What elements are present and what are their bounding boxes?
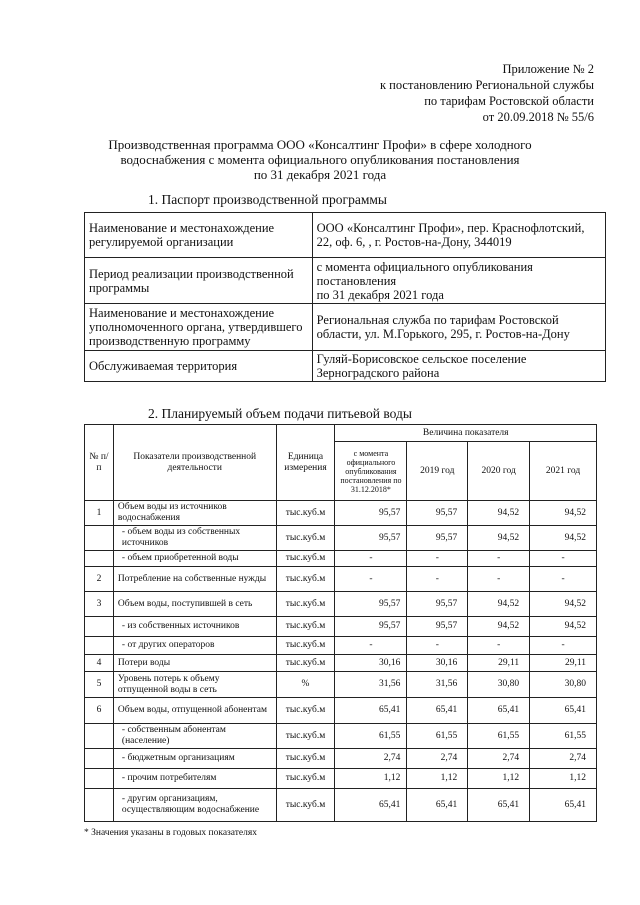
row-value-2020: 65,41 [468, 698, 530, 724]
row-value-2020: 29,11 [468, 655, 530, 672]
table-row [85, 698, 597, 724]
header-indicator: Показатели производственной деятельности [113, 425, 276, 501]
row-value-2021: 2,74 [530, 749, 597, 769]
appendix-authority: по тарифам Ростовской области [424, 94, 594, 108]
row-unit: тыс.куб.м [276, 501, 335, 526]
row-value-2020: - [468, 637, 530, 655]
row-indicator: - бюджетным организациям [113, 749, 276, 769]
row-indicator: - от других операторов [113, 637, 276, 655]
passport-label: Наименование и местонахождение регулируемой организации [85, 213, 313, 258]
row-value-period0: 95,57 [335, 526, 407, 551]
row-value-period0: 30,16 [335, 655, 407, 672]
row-number [85, 749, 114, 769]
row-indicator: - из собственных источников [113, 617, 276, 637]
passport-row [85, 213, 606, 258]
row-number: 6 [85, 698, 114, 724]
row-value-2020: 30,80 [468, 672, 530, 698]
header-value: Величина показателя [335, 425, 597, 442]
row-number: 3 [85, 592, 114, 617]
row-value-period0: 65,41 [335, 789, 407, 822]
row-value-period0: - [335, 551, 407, 567]
header-unit: Единица измерения [276, 425, 335, 501]
passport-value: Региональная служба по тарифам Ростовской области, ул. М.Горького, 295, г. Ростов-на-Дону [312, 304, 605, 351]
row-value-2020: 65,41 [468, 789, 530, 822]
appendix-number: Приложение № 2 [502, 62, 594, 76]
table-row [85, 637, 597, 655]
row-value-2020: - [468, 567, 530, 592]
row-value-2020: 2,74 [468, 749, 530, 769]
header-period-0: с момента официального опубликования постановления по 31.12.2018* [335, 442, 407, 501]
row-unit: тыс.куб.м [276, 789, 335, 822]
row-value-2019: 95,57 [407, 592, 468, 617]
passport-value: Гуляй-Борисовское сельское поселение Зерноградского района [312, 351, 605, 382]
row-indicator: Объем воды, поступившей в сеть [113, 592, 276, 617]
row-number [85, 789, 114, 822]
row-value-2020: 1,12 [468, 769, 530, 789]
row-number [85, 617, 114, 637]
row-value-2020: 94,52 [468, 592, 530, 617]
row-value-2021: 94,52 [530, 617, 597, 637]
row-value-2019: - [407, 637, 468, 655]
row-indicator: Потребление на собственные нужды [113, 567, 276, 592]
passport-value: ООО «Консалтинг Профи», пер. Краснофлотский, 22, оф. 6, , г. Ростов-на-Дону, 344019 [312, 213, 605, 258]
row-number [85, 551, 114, 567]
passport-row [85, 304, 606, 351]
table-row [85, 724, 597, 749]
passport-row [85, 258, 606, 304]
row-value-2019: 31,56 [407, 672, 468, 698]
table-row [85, 617, 597, 637]
row-number: 5 [85, 672, 114, 698]
appendix-ref: к постановлению Региональной службы [379, 78, 594, 92]
row-unit: тыс.куб.м [276, 592, 335, 617]
row-value-2019: 95,57 [407, 526, 468, 551]
row-value-2021: 29,11 [530, 655, 597, 672]
row-value-2021: - [530, 567, 597, 592]
row-unit: тыс.куб.м [276, 567, 335, 592]
header-num: № п/п [85, 425, 114, 501]
passport-label: Обслуживаемая территория [85, 351, 313, 382]
table-row [85, 769, 597, 789]
row-value-2019: - [407, 551, 468, 567]
row-unit: тыс.куб.м [276, 637, 335, 655]
row-value-2019: - [407, 567, 468, 592]
row-value-2019: 2,74 [407, 749, 468, 769]
row-indicator: - объем воды из собственных источников [113, 526, 276, 551]
row-value-2019: 30,16 [407, 655, 468, 672]
row-value-period0: 95,57 [335, 592, 407, 617]
row-unit: тыс.куб.м [276, 551, 335, 567]
row-value-period0: 95,57 [335, 617, 407, 637]
row-number [85, 637, 114, 655]
row-value-2021: 1,12 [530, 769, 597, 789]
row-value-2019: 65,41 [407, 698, 468, 724]
row-unit: тыс.куб.м [276, 749, 335, 769]
row-indicator: - объем приобретенной воды [113, 551, 276, 567]
header-2019: 2019 год [407, 442, 468, 501]
row-value-2021: - [530, 551, 597, 567]
row-unit: % [276, 672, 335, 698]
row-unit: тыс.куб.м [276, 526, 335, 551]
row-indicator: - другим организациям, осуществляющим водоснабжение [113, 789, 276, 822]
row-value-2021: 61,55 [530, 724, 597, 749]
table-row [85, 551, 597, 567]
row-value-2020: 94,52 [468, 526, 530, 551]
section-1-heading: 1. Паспорт производственной программы [148, 192, 387, 207]
row-value-period0: 1,12 [335, 769, 407, 789]
row-value-2021: 94,52 [530, 592, 597, 617]
row-number [85, 724, 114, 749]
row-value-period0: 31,56 [335, 672, 407, 698]
table-row [85, 526, 597, 551]
passport-table [84, 212, 606, 382]
row-number: 4 [85, 655, 114, 672]
header-2020: 2020 год [468, 442, 530, 501]
row-value-2020: 94,52 [468, 617, 530, 637]
table-row [85, 655, 597, 672]
row-value-2019: 95,57 [407, 617, 468, 637]
row-value-period0: - [335, 637, 407, 655]
table-row [85, 592, 597, 617]
passport-value: с момента официального опубликования постановления по 31 декабря 2021 года [312, 258, 605, 304]
row-value-2021: 94,52 [530, 526, 597, 551]
table-row [85, 672, 597, 698]
appendix-date: от 20.09.2018 № 55/6 [482, 110, 594, 124]
row-unit: тыс.куб.м [276, 724, 335, 749]
footnote: * Значения указаны в годовых показателях [84, 828, 258, 838]
row-value-2021: 65,41 [530, 698, 597, 724]
document-title [0, 137, 640, 182]
table-row [85, 501, 597, 526]
row-value-2019: 95,57 [407, 501, 468, 526]
row-indicator: - прочим потребителям [113, 769, 276, 789]
row-value-2021: - [530, 637, 597, 655]
row-indicator: Объем воды из источников водоснабжения [113, 501, 276, 526]
supply-table [84, 424, 597, 822]
row-value-2021: 94,52 [530, 501, 597, 526]
table-row [85, 789, 597, 822]
row-value-2021: 65,41 [530, 789, 597, 822]
row-value-2020: 94,52 [468, 501, 530, 526]
row-value-period0: 2,74 [335, 749, 407, 769]
title-line-1: Производственная программа ООО «Консалтинг Профи» в сфере холодного [108, 137, 532, 152]
row-value-2019: 65,41 [407, 789, 468, 822]
row-value-period0: 61,55 [335, 724, 407, 749]
row-value-2019: 1,12 [407, 769, 468, 789]
row-number [85, 526, 114, 551]
row-indicator: Потери воды [113, 655, 276, 672]
row-number: 1 [85, 501, 114, 526]
row-indicator: Уровень потерь к объему отпущенной воды в сеть [113, 672, 276, 698]
row-value-period0: - [335, 567, 407, 592]
header-2021: 2021 год [530, 442, 597, 501]
row-indicator: Объем воды, отпущенной абонентам [113, 698, 276, 724]
table-row [85, 749, 597, 769]
passport-row [85, 351, 606, 382]
row-unit: тыс.куб.м [276, 617, 335, 637]
row-unit: тыс.куб.м [276, 655, 335, 672]
row-value-2021: 30,80 [530, 672, 597, 698]
row-indicator: - собственным абонентам (население) [113, 724, 276, 749]
row-number [85, 769, 114, 789]
row-value-2020: - [468, 551, 530, 567]
row-value-2019: 61,55 [407, 724, 468, 749]
row-unit: тыс.куб.м [276, 698, 335, 724]
row-unit: тыс.куб.м [276, 769, 335, 789]
title-line-3: по 31 декабря 2021 года [253, 167, 387, 182]
section-2-heading: 2. Планируемый объем подачи питьевой воды [148, 406, 412, 421]
row-value-period0: 65,41 [335, 698, 407, 724]
row-value-2020: 61,55 [468, 724, 530, 749]
passport-label: Наименование и местонахождение уполномоченного органа, утвердившего производственную программу [85, 304, 313, 351]
appendix-block [380, 61, 594, 125]
passport-label: Период реализации производственной программы [85, 258, 313, 304]
row-value-period0: 95,57 [335, 501, 407, 526]
row-number: 2 [85, 567, 114, 592]
title-line-2: водоснабжения с момента официального опубликования постановления [120, 152, 520, 167]
table-row [85, 567, 597, 592]
